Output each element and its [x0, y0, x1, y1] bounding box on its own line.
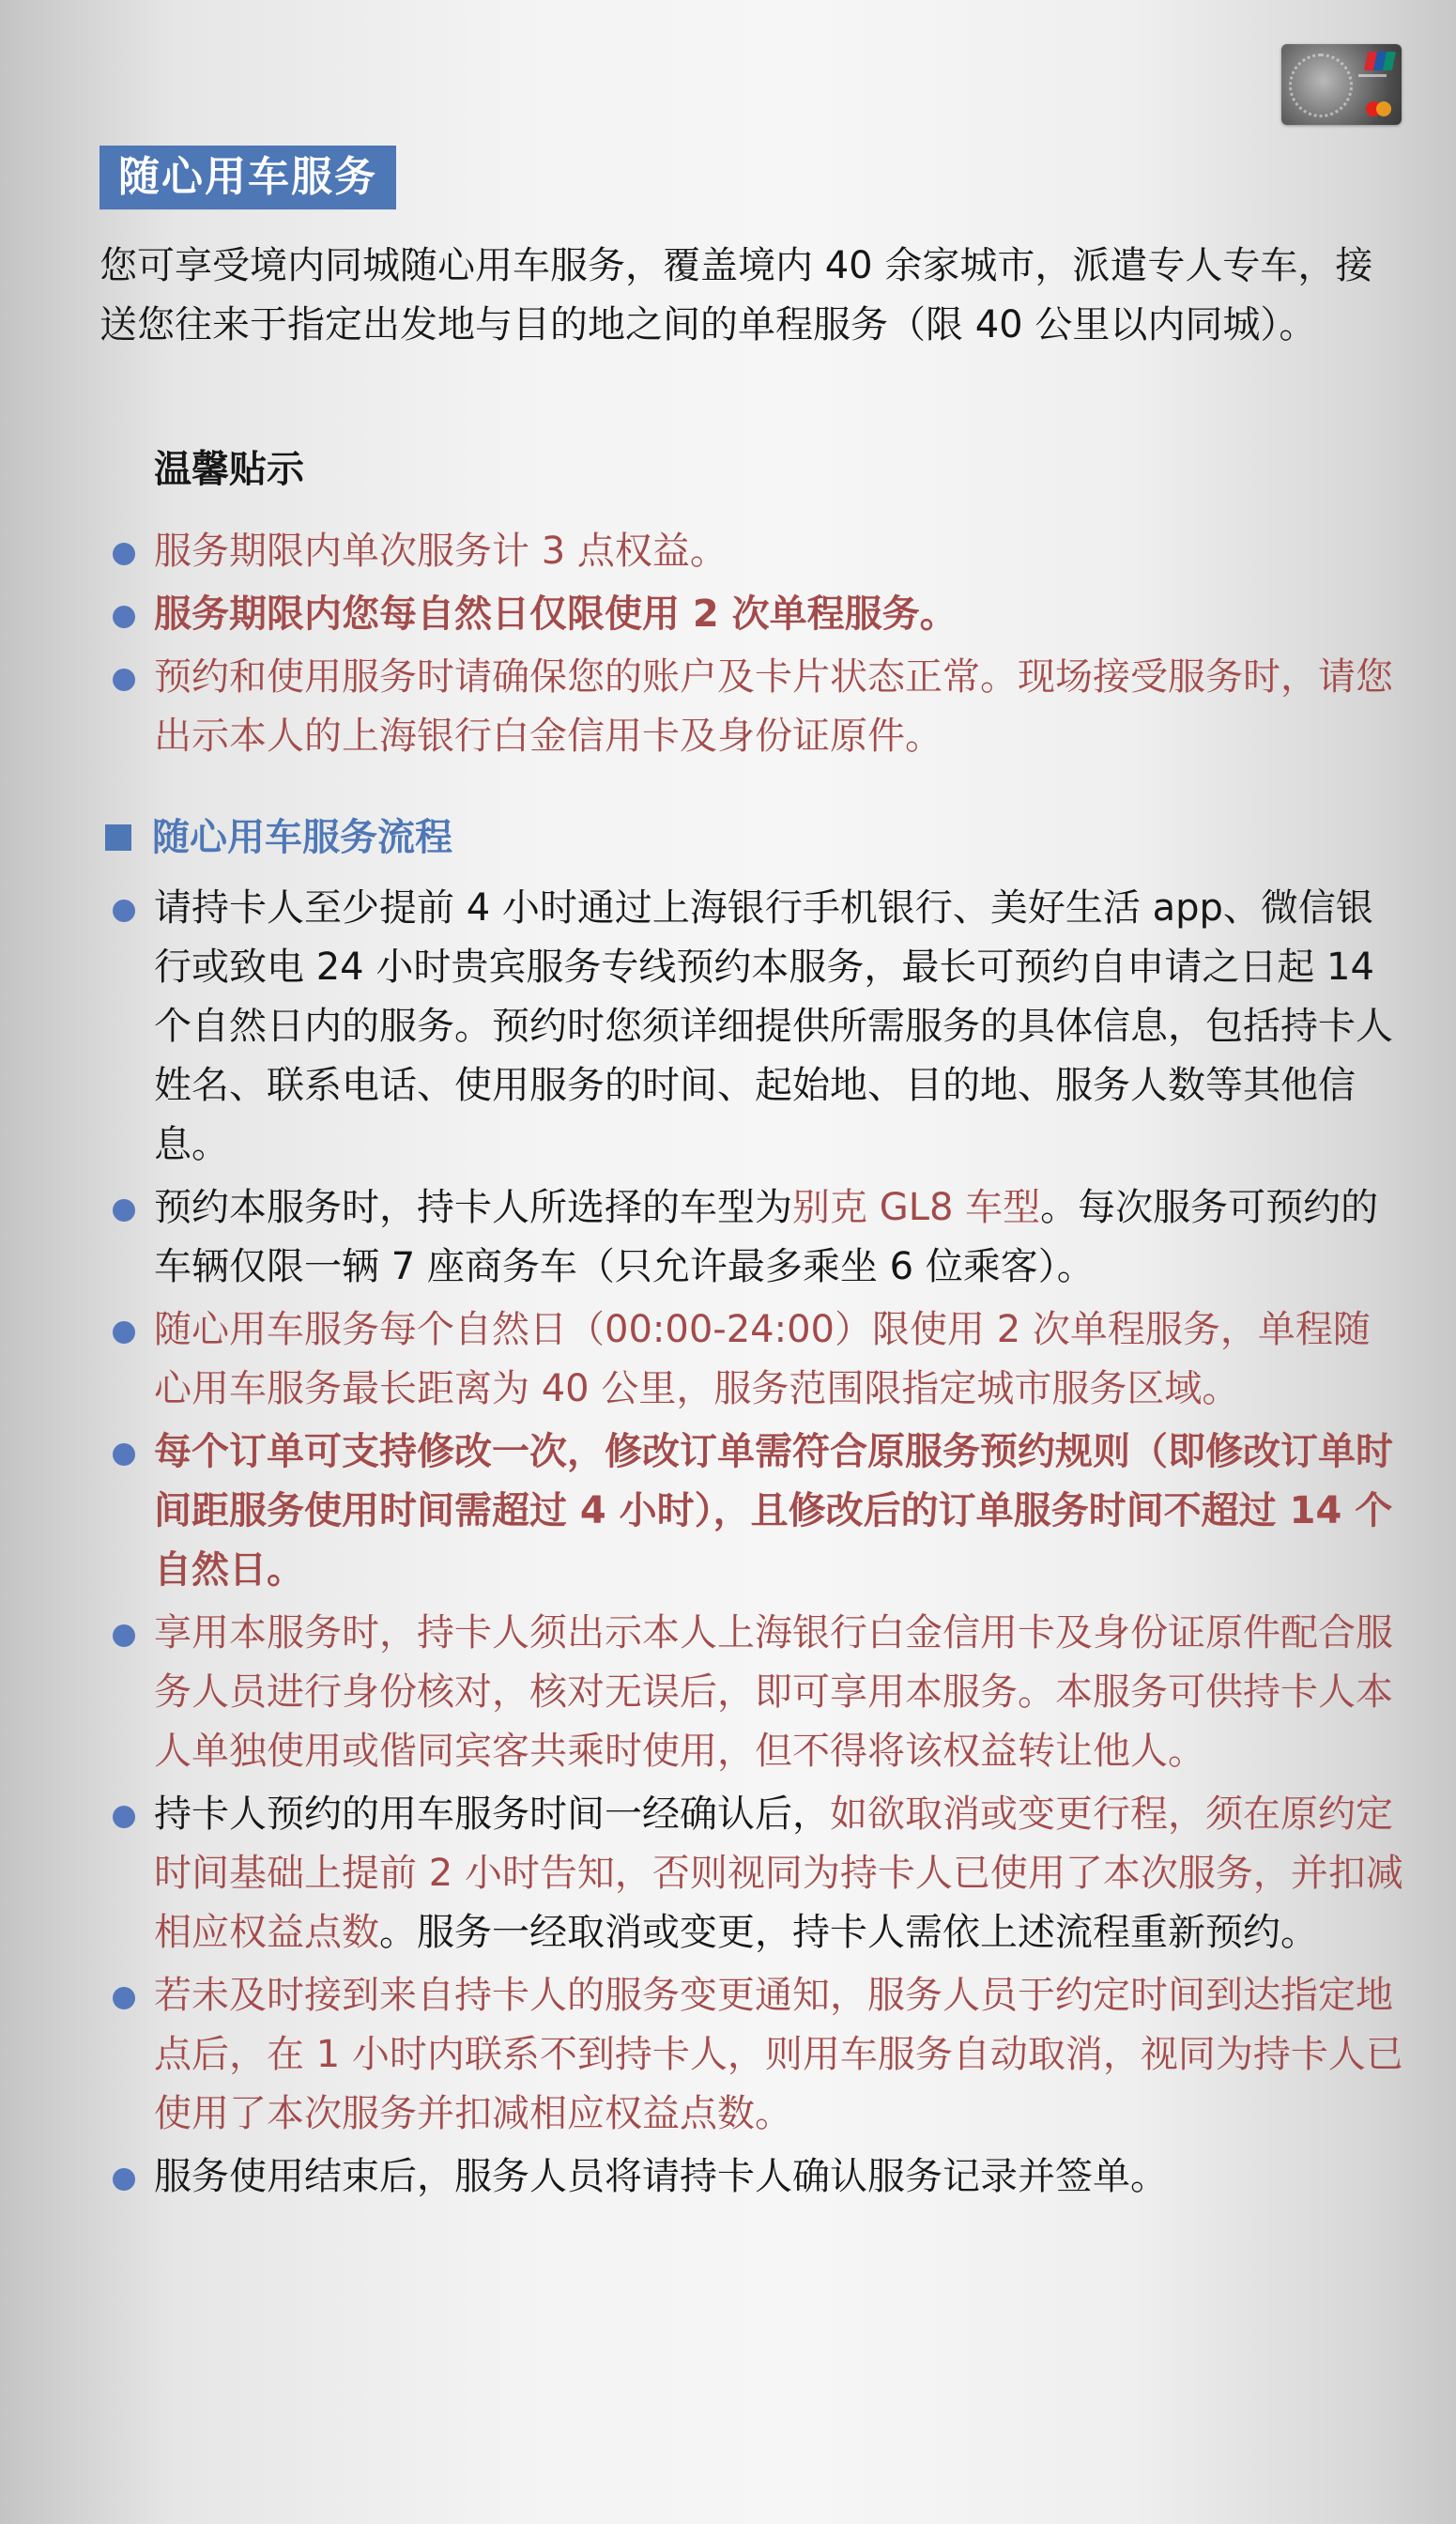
- list-item: [109, 585, 1404, 644]
- process-text: 每个订单可支持修改一次，修改订单需符合原服务预约规则（即修改订单时间距服务使用时间需超过 4 小时），且修改后的订单服务时间不超过 14 个自然日。: [154, 1430, 1393, 1592]
- list-item: [109, 1966, 1404, 2144]
- tip-text: 服务期限内单次服务计 3 点权益。: [154, 530, 728, 573]
- bullet-dot-icon: [113, 1443, 135, 1466]
- list-item: [109, 1785, 1404, 1962]
- card-pattern: [1289, 54, 1353, 117]
- process-text: 服务使用结束后，服务人员将请持卡人确认服务记录并签单。: [154, 2155, 1168, 2198]
- list-item: [109, 1604, 1404, 1781]
- list-item: [109, 2147, 1404, 2207]
- process-text: 预约本服务时，持卡人所选择的车型为: [154, 1186, 792, 1229]
- list-item: [109, 1178, 1404, 1297]
- unionpay-logo-icon: [1364, 52, 1396, 70]
- list-item: [109, 522, 1404, 581]
- process-text: 。每次服务可预约的车辆仅限一辆 7 座商务车（只允许最多乘坐 6 位乘客）。: [154, 1186, 1379, 1288]
- bullet-dot-icon: [113, 2168, 135, 2191]
- intro-paragraph: 您可享受境内同城随心用车服务，覆盖境内 40 余家城市，派遣专人专车，接送您往来于指定出发地与目的地之间的单程服务（限 40 公里以内同城）。: [100, 244, 1373, 346]
- square-marker-icon: [105, 824, 131, 851]
- bullet-dot-icon: [113, 900, 135, 922]
- list-item: [109, 1423, 1404, 1600]
- list-item: [109, 879, 1404, 1175]
- process-text: 随心用车服务每个自然日（00:00-24:00）限使用 2 次单程服务，单程随心用车服务最长距离为 40 公里，服务范围限指定城市服务区域。: [154, 1308, 1371, 1410]
- bullet-dot-icon: [113, 1987, 135, 2009]
- page-title: 随心用车服务: [100, 146, 396, 209]
- process-text: 。服务一经取消或变更，持卡人需依上述流程重新预约。: [379, 1911, 1318, 1954]
- process-list: [109, 879, 1404, 2210]
- card-stripe: [1358, 74, 1387, 77]
- tips-heading: 温馨贴示: [154, 448, 304, 491]
- bullet-dot-icon: [113, 1321, 135, 1344]
- process-text: 请持卡人至少提前 4 小时通过上海银行手机银行、美好生活 app、微信银行或致电 24 小时贵宾服务专线预约本服务，最长可预约自申请之日起 14 个自然日内的服务。预约时您须详细提供所需服务的具体信息，包括持卡人姓名、联系电话、使用服务的时间、起始地、目的地、服务人数等其他信息。: [154, 886, 1393, 1166]
- section-heading: [105, 809, 452, 866]
- process-text: 持卡人预约的用车服务时间一经确认后，: [154, 1793, 830, 1836]
- process-text: 享用本服务时，持卡人须出示本人上海银行白金信用卡及身份证原件配合服务人员进行身份核对，核对无误后，即可享用本服务。本服务可供持卡人本人单独使用或偕同宾客共乘时使用，但不得将该权益转让他人。: [154, 1611, 1393, 1773]
- tip-text: 预约和使用服务时请确保您的账户及卡片状态正常。现场接受服务时，请您出示本人的上海银行白金信用卡及身份证原件。: [154, 655, 1393, 758]
- list-item: [109, 1300, 1404, 1419]
- cancellation-highlight: 如欲取消或变更行程，须在原约定时间基础上提前 2 小时告知，否则视同为持卡人已使用了本次服务，并扣减相应权益点数: [154, 1793, 1403, 1954]
- bullet-dot-icon: [113, 1806, 135, 1828]
- bullet-dot-icon: [113, 1624, 135, 1647]
- tips-list: [109, 522, 1404, 770]
- list-item: [109, 648, 1404, 766]
- bullet-dot-icon: [113, 543, 135, 565]
- bullet-dot-icon: [113, 606, 135, 628]
- bullet-dot-icon: [113, 669, 135, 691]
- credit-card-thumbnail-icon: [1281, 44, 1402, 125]
- section-heading-text: 随心用车服务流程: [152, 816, 452, 859]
- tip-text: 服务期限内您每自然日仅限使用 2 次单程服务。: [154, 593, 958, 636]
- bullet-dot-icon: [113, 1199, 135, 1222]
- process-text: 若未及时接到来自持卡人的服务变更通知，服务人员于约定时间到达指定地点后，在 1 小时内联系不到持卡人，则用车服务自动取消，视同为持卡人已使用了本次服务并扣减相应权益点数。: [154, 1974, 1403, 2135]
- mastercard-logo-icon: [1366, 101, 1392, 116]
- car-model-highlight: 别克 GL8 车型: [792, 1186, 1041, 1229]
